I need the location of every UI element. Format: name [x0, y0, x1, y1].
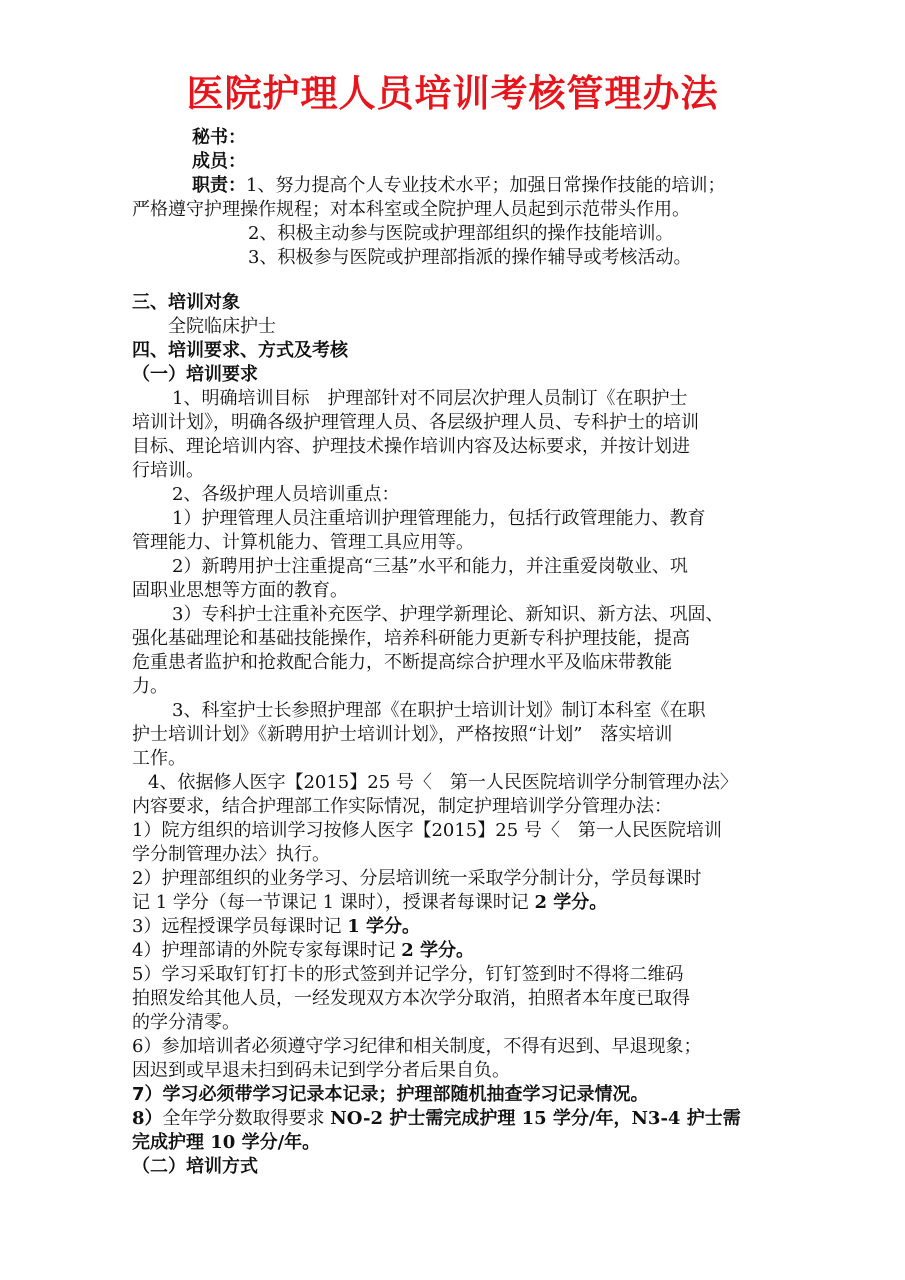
subsection-2-heading: （二）培训方式 — [132, 1156, 258, 1177]
duty-1-part2: 严格遵守护理操作规程；对本科室或全院护理人员起到示范带头作用。 — [132, 199, 690, 220]
req2-3-line: 力。 — [132, 676, 168, 697]
credit1-line: 1）院方组织的培训学习按修人医字【2015】25 号〈 第一人民医院培训 — [132, 820, 722, 841]
req4-line: 4、依据修人医字【2015】25 号〈 第一人民医院培训学分制管理办法〉 — [148, 772, 738, 793]
duty-label: 职责： — [192, 175, 246, 196]
credit4-text: 4）护理部请的外院专家每课时记 — [132, 940, 402, 961]
duty-2: 2、积极主动参与医院或护理部组织的操作技能培训。 — [248, 223, 674, 244]
req3-line: 护士培训计划》《新聘用护士培训计划》，严格按照“计划” 落实培训 — [132, 724, 673, 745]
req3-line: 3、科室护士长参照护理部《在职护士培训计划》制订本科室《在职 — [172, 700, 706, 721]
credit5-line: 拍照发给其他人员，一经发现双方本次学分取消，拍照者本年度已取得 — [132, 988, 690, 1009]
section-3-content: 全院临床护士 — [168, 316, 276, 337]
req2-2-line: 2）新聘用护士注重提高“三基”水平和能力，并注重爱岗敬业、巩 — [172, 556, 688, 577]
credit8-prefix: 8） — [132, 1108, 163, 1129]
credit8-requirement: NO-2 护士需完成护理 15 学分/年，N3-4 护士需 — [330, 1108, 741, 1129]
credit1-line: 学分制管理办法〉执行。 — [132, 844, 330, 865]
credit7-line: 7）学习必须带学习记录本记录；护理部随机抽查学习记录情况。 — [132, 1084, 649, 1105]
credit6-line: 因迟到或早退未扫到码未记到学分者后果自负。 — [132, 1060, 510, 1081]
credit3-line — [132, 915, 420, 939]
req2-1-line: 1）护理管理人员注重培训护理管理能力，包括行政管理能力、教育 — [172, 508, 706, 529]
duty-1-part1: 1、努力提高个人专业技术水平；加强日常操作技能的培训； — [246, 175, 726, 196]
credit4-value: 2 学分。 — [401, 940, 474, 961]
credit2-line — [132, 891, 607, 915]
credit8-line — [132, 1107, 741, 1131]
req2-3-line: 3）专科护士注重补充医学、护理学新理论、新知识、新方法、巩固、 — [172, 604, 724, 625]
credit2-line: 2）护理部组织的业务学习、分层培训统一采取学分制计分，学员每课时 — [132, 868, 702, 889]
credit6-line: 6）参加培训者必须遵守学习纪律和相关制度，不得有迟到、早退现象； — [132, 1036, 702, 1057]
req1-line: 行培训。 — [132, 460, 204, 481]
credit8-text: 全年学分数取得要求 — [162, 1108, 331, 1129]
req1-line: 培训计划》，明确各级护理管理人员、各层级护理人员、专科护士的培训 — [132, 412, 699, 433]
duty-line-1 — [192, 174, 725, 198]
section-3-heading: 三、培训对象 — [132, 292, 240, 313]
req2-1-line: 管理能力、计算机能力、管理工具应用等。 — [132, 532, 474, 553]
credit2-text: 记 1 学分（每一节课记 1 课时），授课者每课时记 — [132, 892, 535, 913]
credit3-text: 3）远程授课学员每课时记 — [132, 916, 348, 937]
req2-3-line: 危重患者监护和抢救配合能力，不断提高综合护理水平及临床带教能 — [132, 652, 672, 673]
req2-heading: 2、各级护理人员培训重点： — [172, 484, 400, 505]
req3-line: 工作。 — [132, 748, 186, 769]
subsection-1-heading: （一）培训要求 — [132, 364, 258, 385]
credit5-line: 的学分清零。 — [132, 1012, 240, 1033]
credit5-line: 5）学习采取钉钉打卡的形式签到并记学分，钉钉签到时不得将二维码 — [132, 964, 684, 985]
credit3-value: 1 学分。 — [347, 916, 420, 937]
req2-3-line: 强化基础理论和基础技能操作，培养科研能力更新专科护理技能，提高 — [132, 628, 690, 649]
req2-2-line: 固职业思想等方面的教育。 — [132, 580, 348, 601]
section-4-heading: 四、培训要求、方式及考核 — [132, 340, 348, 361]
member-label: 成员： — [192, 151, 246, 172]
req1-line: 1、明确培训目标 护理部针对不同层次护理人员制订《在职护士 — [172, 388, 688, 409]
req1-line: 目标、理论培训内容、护理技术操作培训内容及达标要求，并按计划进 — [132, 436, 690, 457]
secretary-label: 秘书： — [192, 127, 246, 148]
credit2-value: 2 学分。 — [534, 892, 608, 913]
credit4-line — [132, 939, 474, 963]
credit8-line: 完成护理 10 学分/年。 — [132, 1132, 321, 1153]
req4-line: 内容要求，结合护理部工作实际情况，制定护理培训学分管理办法： — [132, 796, 672, 817]
document-title: 医院护理人员培训考核管理办法 — [186, 72, 719, 115]
duty-3: 3、积极参与医院或护理部指派的操作辅导或考核活动。 — [248, 247, 692, 268]
